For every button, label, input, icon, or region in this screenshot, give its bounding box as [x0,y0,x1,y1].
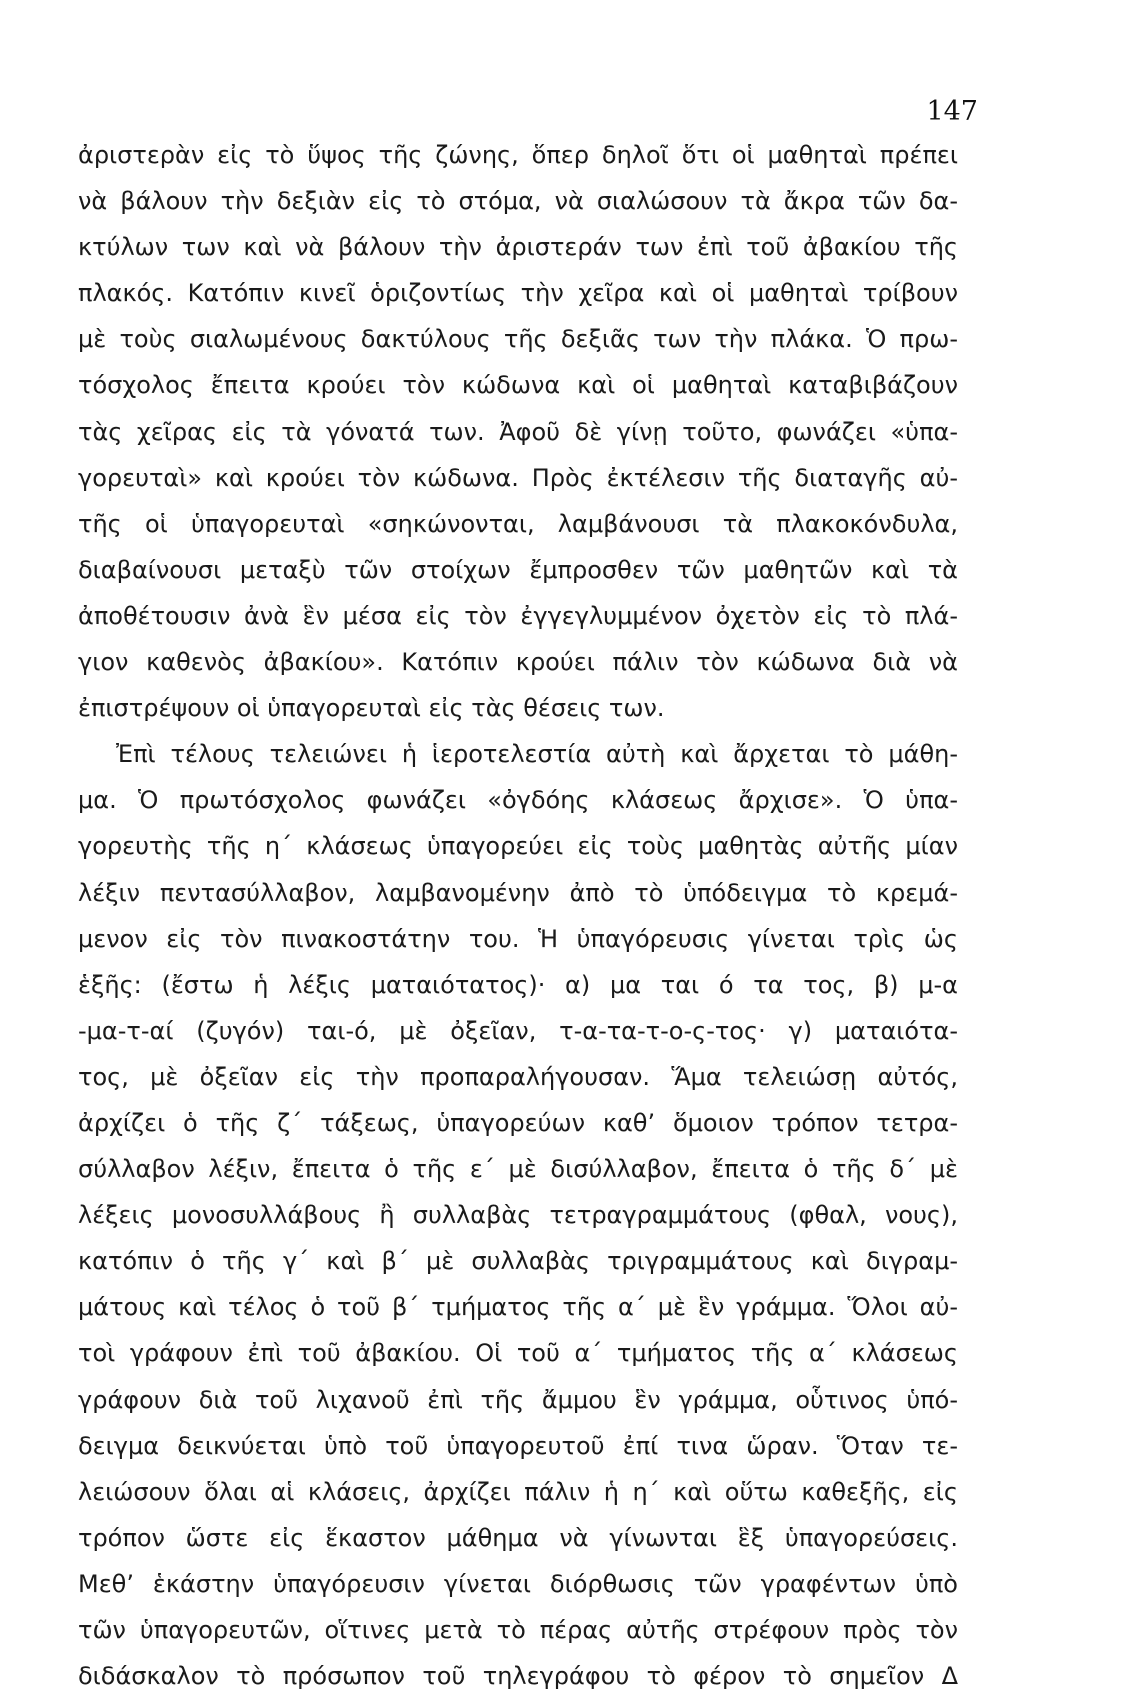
text-line: ἀριστερὰν εἰς τὸ ὕψος τῆς ζώνης, ὅπερ δηλοῖ ὅτι οἱ μαθηταὶ πρέπει [78,141,958,169]
text-line: γορευταὶ» καὶ κρούει τὸν κώδωνα. Πρὸς ἐκτέλεσιν τῆς διαταγῆς αὐ- [78,463,958,492]
text-line: λέξεις μονοσυλλάβους ἢ συλλαβὰς τετραγραμμάτους (φθαλ, νους), [78,1201,958,1230]
text-line: γράφουν διὰ τοῦ λιχανοῦ ἐπὶ τῆς ἄμμου ἓν γράμμα, οὗτινος ὑπό- [78,1385,958,1414]
text-line: διαβαίνουσι μεταξὺ τῶν στοίχων ἔμπροσθεν τῶν μαθητῶν καὶ τὰ [78,555,958,584]
text-line: ἐπιστρέψουν οἱ ὑπαγορευταὶ εἰς τὰς θέσεις των. [78,694,665,723]
paragraph-1 [78,132,958,731]
text-line: νὰ βάλουν τὴν δεξιὰν εἰς τὸ στόμα, νὰ σιαλώσουν τὰ ἄκρα τῶν δα- [78,187,958,216]
text-line: κτύλων των καὶ νὰ βάλουν τὴν ἀριστεράν των ἐπὶ τοῦ ἀβακίου τῆς [78,233,958,262]
text-line: σύλλαβον λέξιν, ἔπειτα ὁ τῆς ε´ μὲ δισύλλαβον, ἔπειτα ὁ τῆς δ´ μὲ [78,1155,958,1184]
text-line: τοὶ γράφουν ἐπὶ τοῦ ἀβακίου. Οἱ τοῦ α´ τμήματος τῆς α´ κλάσεως [78,1339,958,1368]
text-line: τρόπον ὥστε εἰς ἕκαστον μάθημα νὰ γίνωνται ἓξ ὑπαγορεύσεις. [78,1523,958,1552]
paragraph-2 [78,731,958,1699]
text-line: ἑξῆς: (ἔστω ἡ λέξις ματαιότατος)· α) μα ται ό τα τος, β) μ-α [78,970,958,999]
text-line: μὲ τοὺς σιαλωμένους δακτύλους τῆς δεξιᾶς των τὴν πλάκα. Ὁ πρω- [78,325,958,354]
text-line: μάτους καὶ τέλος ὁ τοῦ β´ τμήματος τῆς α´ μὲ ἓν γράμμα. Ὅλοι αὐ- [78,1293,958,1322]
text-line: γιον καθενὸς ἀβακίου». Κατόπιν κρούει πάλιν τὸν κώδωνα διὰ νὰ [78,648,958,677]
text-line: γορευτὴς τῆς η´ κλάσεως ὑπαγορεύει εἰς τοὺς μαθητὰς αὐτῆς μίαν [78,832,958,861]
text-line: τος, μὲ ὀξεῖαν εἰς τὴν προπαραλήγουσαν. Ἅμα τελειώσῃ αὐτός, [78,1062,958,1091]
text-line: ἀρχίζει ὁ τῆς ζ´ τάξεως, ὑπαγορεύων καθ’ ὅμοιον τρόπον τετρα- [78,1108,958,1137]
text-line: τῶν ὑπαγορευτῶν, οἵτινες μετὰ τὸ πέρας αὐτῆς στρέφουν πρὸς τὸν [78,1616,958,1644]
text-line: τῆς οἱ ὑπαγορευταὶ «σηκώνονται, λαμβάνουσι τὰ πλακοκόνδυλα, [78,509,958,538]
text-line: ἀποθέτουσιν ἀνὰ ἓν μέσα εἰς τὸν ἐγγεγλυμμένον ὀχετὸν εἰς τὸ πλά- [78,601,958,630]
text-line: Μεθ’ ἑκάστην ὑπαγόρευσιν γίνεται διόρθωσις τῶν γραφέντων ὑπὸ [78,1569,958,1598]
text-line: μα. Ὁ πρωτόσχολος φωνάζει «ὀγδόης κλάσεως ἄρχισε». Ὁ ὑπα- [78,786,958,815]
page-number: 147 [926,96,978,127]
text-line: τόσχολος ἔπειτα κρούει τὸν κώδωνα καὶ οἱ μαθηταὶ καταβιβάζουν [78,371,958,400]
body-text [78,132,958,1699]
text-line: κατόπιν ὁ τῆς γ´ καὶ β´ μὲ συλλαβὰς τριγραμμάτους καὶ διγραμ- [78,1247,958,1276]
text-line: Ἐπὶ τέλους τελειώνει ἡ ἱεροτελεστία αὐτὴ καὶ ἄρχεται τὸ μάθη- [116,740,958,769]
text-line: δειγμα δεικνύεται ὑπὸ τοῦ ὑπαγορευτοῦ ἐπί τινα ὥραν. Ὅταν τε- [78,1431,958,1460]
text-line: τὰς χεῖρας εἰς τὰ γόνατά των. Ἀφοῦ δὲ γίνῃ τοῦτο, φωνάζει «ὑπα- [78,417,958,446]
text-line: λειώσουν ὅλαι αἱ κλάσεις, ἀρχίζει πάλιν ἡ η´ καὶ οὕτω καθεξῆς, εἰς [78,1477,958,1506]
text-line: διδάσκαλον τὸ πρόσωπον τοῦ τηλεγράφου τὸ φέρον τὸ σημεῖον Δ [78,1662,958,1691]
text-line: πλακός. Κατόπιν κινεῖ ὁριζοντίως τὴν χεῖρα καὶ οἱ μαθηταὶ τρίβουν [78,279,958,308]
text-line: μενον εἰς τὸν πινακοστάτην του. Ἡ ὑπαγόρευσις γίνεται τρὶς ὡς [78,924,958,953]
text-line: λέξιν πεντασύλλαβον, λαμβανομένην ἀπὸ τὸ ὑπόδειγμα τὸ κρεμά- [78,878,958,907]
text-line: -μα-τ-αί (ζυγόν) ται-ό, μὲ ὀξεῖαν, τ-α-τα-τ-ο-ς-τος· γ) ματαιότα- [78,1016,958,1045]
